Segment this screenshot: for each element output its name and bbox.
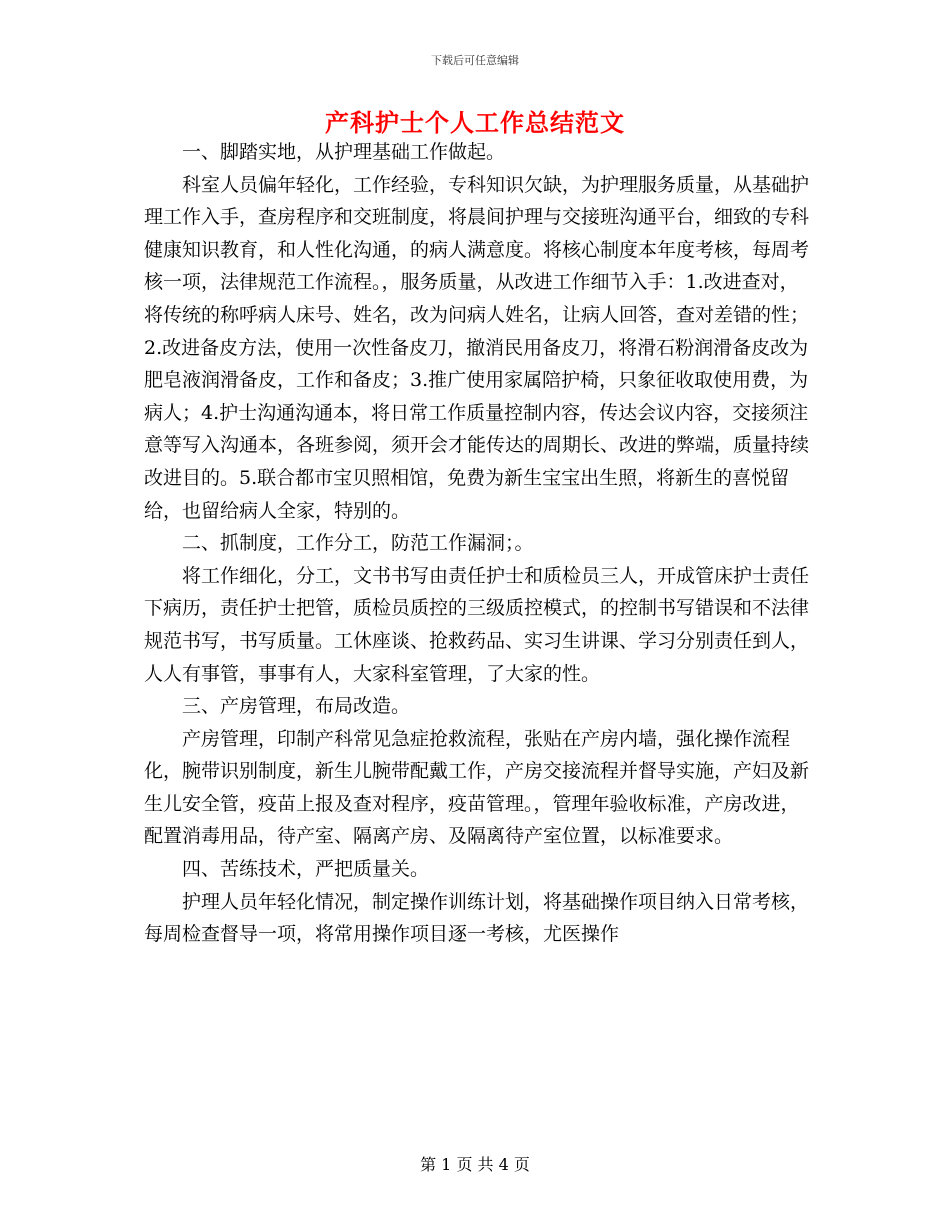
paragraph: 将工作细化，分工，文书书写由责任护士和质检员三人，开成管床护士责任下病历，责任护士把管，质检员质控的三级质控模式，的控制书写错误和不法律规范书写，书写质量。工休座谈、抢救药品、实习生讲课、学习分别责任到人，人人有事管，事事有人，大家科室管理，了大家的性。 — [144, 564, 810, 685]
section-heading-3: 三、产房管理，布局改造。 — [182, 695, 411, 718]
page-footer: 第 1 页 共 4 页 — [420, 1155, 530, 1174]
document-title: 产科护士个人工作总结范文 — [325, 108, 625, 137]
section-heading-2: 二、抓制度，工作分工，防范工作漏洞；。 — [182, 532, 534, 555]
section-heading-1: 一、脚踏实地，从护理基础工作做起。 — [182, 141, 506, 163]
document-body — [144, 136, 810, 951]
paragraph: 护理人员年轻化情况，制定操作训练计划，将基础操作项目纳入日常考核，每周检查督导一项，将常用操作项目逐一考核，尤医操作 — [144, 890, 810, 946]
paragraph: 产房管理，印制产科常见急症抢救流程，张贴在产房内墙，强化操作流程化，腕带识别制度，新生儿腕带配戴工作，产房交接流程并督导实施，产妇及新生儿安全管，疫苗上报及查对程序，疫苗管理。，管理年验收标准，产房改进，配置消毒用品，待产室、隔离产房、及隔离待产室位置，以标准要求。 — [144, 727, 810, 848]
page-header: 下载后可任意编辑 — [431, 54, 519, 67]
paragraph: 科室人员偏年轻化，工作经验，专科知识欠缺，为护理服务质量，从基础护理工作入手，查房程序和交班制度，将晨间护理与交接班沟通平台，细致的专科健康知识教育，和人性化沟通，的病人满意度。将核心制度本年度考核，每周考核一项，法律规范工作流程。，服务质量，从改进工作细节入手：1.改进查对，将传统的称呼病人床号、姓名，改为问病人姓名，让病人回答，查对差错的性；2.改进备皮方法，使用一次性备皮刀，撤消民用备皮刀，将滑石粉润滑备皮改为肥皂液润滑备皮，工作和备皮；3.推广使用家属陪护椅，只象征收取使用费，为病人；4.护士沟通沟通本，将日常工作质量控制内容，传达会议内容，交接须注意等写入沟通本，各班参阅，须开会才能传达的周期长、改进的弊端，质量持续改进目的。5.联合都市宝贝照相馆，免费为新生宝宝出生照，将新生的喜悦留给，也留给病人全家，特别的。 — [144, 173, 810, 522]
section-heading-4: 四、苦练技术，严把质量关。 — [182, 858, 430, 881]
